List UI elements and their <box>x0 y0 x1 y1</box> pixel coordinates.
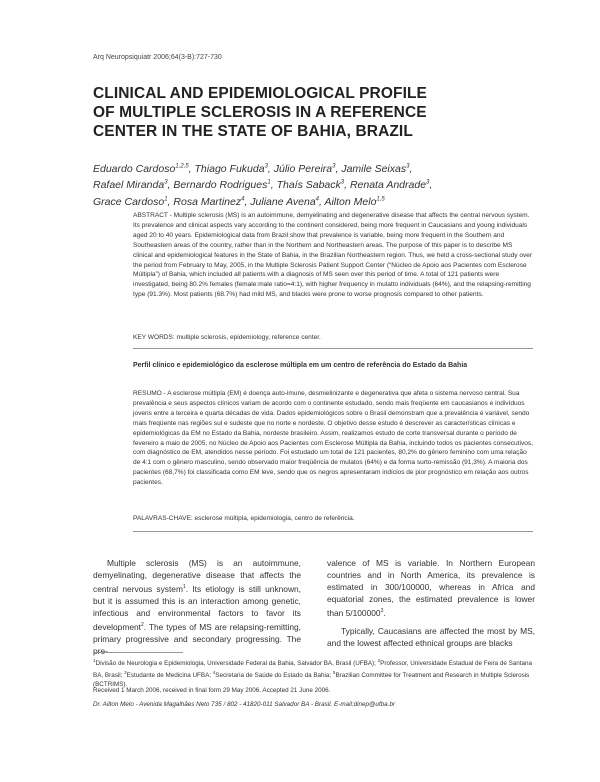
body-column-left: Multiple sclerosis (MS) is an autoimmune, demyelinating, degenerative disease that affects the central nervous system$^1$. Its etiology is still unknown, but it is assumed this is an interaction among genetic, infectious and environmental factors to favor its development$^2$. The types of MS are relapsing-remitting, primary progressive and secondary progressing. The pre- <box>93 558 301 657</box>
abstract-english: ABSTRACT - Multiple sclerosis (MS) is an autoimmune, demyelinating and degenerative disease that affects the central nervous system. Its prevalence and clinical aspects vary according to the continent considered, being more frequent in Caucasians and young individuals aged 20 to 40 years. Epidemiological data from Brazil show that prevalence is variable, being more frequent in the Southern and Southeastern areas of the country, rather than in the Northern and Northeastern areas. The purpose of this paper is to describe MS clinical and epidemiological features in the State of Bahia, in the Brazilian Northeastern region. Thus, we held a cross-sectional study over the period from February to May, 2005, in the Multiple Sclerosis Patient Support Center (“Núcleo de Apoio aos Pacientes com Esclerose Múltipla”) of Bahia, which included all patients with a diagnosis of MS seen over this period of time. A total of 121 patients were investigated, being 80.2% females (female:male ratio=4:1), with higher frequency in mulatto individuals (64%), and the relapsing-remitting type (91.3%). Most patients (68.7%) had mild MS, and blacks were prone to worse prognosis compared to other patients. <box>133 212 533 299</box>
divider <box>133 531 533 532</box>
author: Thiago Fukuda$^3$, <box>194 162 274 175</box>
footnote-divider <box>93 652 183 653</box>
title-line-2: OF MULTIPLE SCLEROSIS IN A REFERENCE <box>93 104 427 121</box>
author: Júlio Pereira$^3$, <box>273 162 342 175</box>
article-title <box>93 84 523 141</box>
author: Thaís Saback$^3$, <box>276 179 350 191</box>
author: Rosa Martinez$^4$, <box>173 195 251 208</box>
affiliations-footnote: $^1$Divisão de Neurologia e Epidemiologia, Universidade Federal da Bahia, Salvador BA, Brasil (UFBA); $^2$Professor, Universidade Estadual de Feira de Santana BA, Brasil; $^3$Estudante de Medicina UFBA; $^4$Secretaria de Saúde do Estado da Bahia; $^5$Brazilian Committee for Treatment and Research in Multiple Sclerosis (BCTRIMS). <box>93 658 533 689</box>
keywords-portuguese: PALAVRAS-CHAVE: esclerose múltipla, epidemiologia, centro de referência. <box>133 515 355 522</box>
reference-mark: 3 <box>380 608 384 615</box>
author: Ailton Melo$^{1,5}$ <box>324 195 385 208</box>
body-column-right: valence of MS is variable. In Northern European countries and in North America, its prevalence is estimated in 300/100000, whereas in Africa and equatorial zones, the estimated prevalence is lower than 5/100000$^3$. Typically, Caucasians are affected the most by MS, and the lowest affected ethnical groups are blacks <box>327 558 535 649</box>
reference-mark: 1 <box>182 584 186 591</box>
author-list <box>93 159 533 209</box>
reference-mark: 2 <box>140 622 144 629</box>
author: Renata Andrade$^3$, <box>349 179 433 191</box>
keywords-english: KEY WORDS: multiple sclerosis, epidemiology, reference center. <box>133 334 321 341</box>
received-dates: Received 1 March 2006, received in final form 29 May 2006. Accepted 21 June 2006. <box>93 687 331 694</box>
paragraph: Typically, Caucasians are affected the most by MS, and the lowest affected ethnical groups are blacks <box>327 626 535 649</box>
journal-citation: Arq Neuropsiquiatr 2006;64(3-B):727-730 <box>93 54 222 61</box>
title-line-1: CLINICAL AND EPIDEMIOLOGICAL PROFILE <box>93 85 427 102</box>
author: Eduardo Cardoso$^{1,2,5}$, <box>93 162 195 175</box>
author: Bernardo Rodrigues$^1$, <box>173 179 277 191</box>
author: Grace Cardoso$^1$, <box>93 195 174 208</box>
author: Juliane Avena$^4$, <box>250 195 325 208</box>
abstract-portuguese: RESUMO - A esclerose múltipla (EM) é doença auto-imune, desmielinizante e degenerativa que afeta o sistema nervoso central. Sua prevalência e seus aspectos clínicos variam de acordo com o continente estudado, sendo mais freqüente em caucasianos e indivíduos jovens entre a terceira e quarta décadas de vida. Dados epidemiológicos sobre o Brasil demonstram que a prevalência é variável, sendo mais freqüente nas regiões sul e sudeste que no norte e nordeste. O objetivo desse estudo é descrever as características clínicas e epidemiológicas da EM no Estado da Bahia, nordeste brasileiro. Assim, realizamos estudo de corte transversal durante o período de fevereiro a maio de 2005, no Núcleo de Apoio aos Pacientes com Esclerose Múltipla da Bahia, incluindo todos os pacientes consecutivos, com diagnóstico de EM, atendidos nesse período. Foi estudado um total de 121 pacientes, 80,2% do gênero feminino com uma relação de 4:1 com o gênero masculino, sendo observado maior freqüência de mulatos (64%) e da forma surto-remissão (91,3%). A maioria dos pacientes (68,7%) foi classificada como EM leve, sendo que os negros apresentaram indícios de pior prognóstico em relação aos outros pacientes. <box>133 390 533 487</box>
correspondence-address: Dr. Ailton Melo - Avenida Magalhães Neto 735 / 802 - 41820-011 Salvador BA - Brasil. E-mail:dinep@ufba.br <box>93 701 396 708</box>
author: Jamile Seixas$^3$, <box>341 162 413 175</box>
title-line-3: CENTER IN THE STATE OF BAHIA, BRAZIL <box>93 123 413 140</box>
divider <box>133 348 533 349</box>
author: Rafael Miranda$^3$, <box>93 179 174 191</box>
portuguese-title: Perfil clínico e epidemiológico da esclerose múltipla em um centro de referência do Estado da Bahia <box>133 362 468 369</box>
